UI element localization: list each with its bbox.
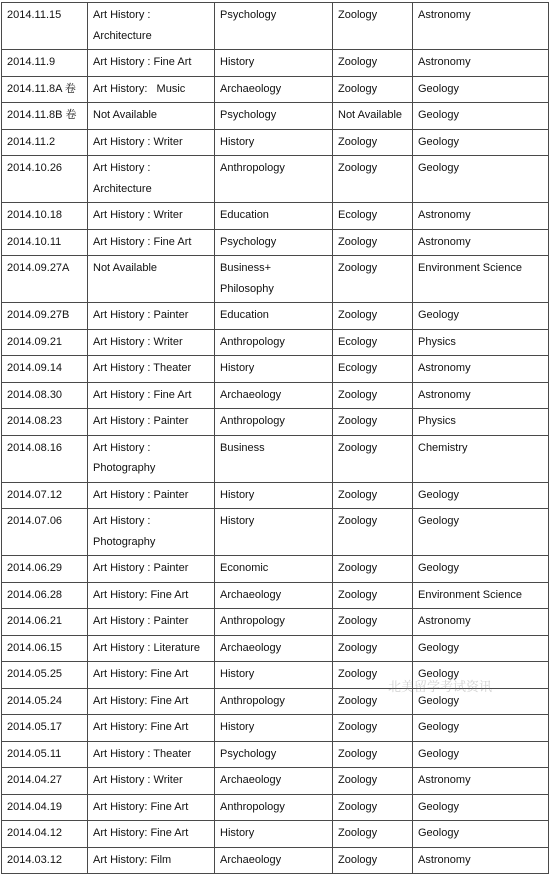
- science-cell: Zoology: [333, 76, 413, 103]
- table-row: [2, 129, 549, 156]
- science-cell: Zoology: [333, 435, 413, 482]
- table-row: [2, 741, 549, 768]
- table-row: [2, 556, 549, 583]
- subject-cell: History: [215, 821, 333, 848]
- table-row: [2, 356, 549, 383]
- science-alt-cell: Geology: [413, 129, 549, 156]
- science-cell: Zoology: [333, 741, 413, 768]
- science-alt-cell: Geology: [413, 103, 549, 130]
- science-alt-cell: Geology: [413, 662, 549, 689]
- date-cell: 2014.05.25: [2, 662, 88, 689]
- date-cell: 2014.09.21: [2, 329, 88, 356]
- watermark: 北美留学考试资讯: [388, 680, 493, 695]
- date-cell: 2014.11.8B 卷: [2, 103, 88, 130]
- science-alt-cell: Physics: [413, 409, 549, 436]
- art-history-cell: Art History: Music: [88, 76, 215, 103]
- date-cell: 2014.09.27B: [2, 303, 88, 330]
- date-cell: 2014.06.15: [2, 635, 88, 662]
- subject-cell: Education: [215, 303, 333, 330]
- science-alt-cell: Geology: [413, 509, 549, 556]
- subject-cell: Anthropology: [215, 688, 333, 715]
- subject-cell: History: [215, 356, 333, 383]
- science-alt-cell: Astronomy: [413, 50, 549, 77]
- date-cell: 2014.04.19: [2, 794, 88, 821]
- table-row: [2, 229, 549, 256]
- subject-cell: Anthropology: [215, 329, 333, 356]
- science-alt-cell: Geology: [413, 303, 549, 330]
- science-cell: Zoology: [333, 847, 413, 874]
- table-row: [2, 509, 549, 556]
- date-cell: 2014.07.06: [2, 509, 88, 556]
- subject-cell: History: [215, 662, 333, 689]
- science-cell: Zoology: [333, 382, 413, 409]
- date-cell: 2014.05.24: [2, 688, 88, 715]
- date-cell: 2014.10.26: [2, 156, 88, 203]
- date-cell: 2014.11.15: [2, 3, 88, 50]
- subject-cell: Archaeology: [215, 582, 333, 609]
- subject-cell: Psychology: [215, 229, 333, 256]
- subject-cell: History: [215, 482, 333, 509]
- table-row: [2, 688, 549, 715]
- subject-cell: Psychology: [215, 3, 333, 50]
- science-alt-cell: Astronomy: [413, 847, 549, 874]
- science-cell: Zoology: [333, 794, 413, 821]
- science-cell: Zoology: [333, 609, 413, 636]
- date-cell: 2014.05.11: [2, 741, 88, 768]
- science-alt-cell: Geology: [413, 556, 549, 583]
- science-cell: Zoology: [333, 715, 413, 742]
- table-row: [2, 847, 549, 874]
- table-row: [2, 329, 549, 356]
- science-alt-cell: Geology: [413, 821, 549, 848]
- date-cell: 2014.08.30: [2, 382, 88, 409]
- science-alt-cell: Geology: [413, 635, 549, 662]
- subject-cell: Economic: [215, 556, 333, 583]
- art-history-cell: Art History : Writer: [88, 329, 215, 356]
- subject-cell: Anthropology: [215, 156, 333, 203]
- science-cell: Zoology: [333, 768, 413, 795]
- table-row: [2, 435, 549, 482]
- art-history-cell: Art History: Fine Art: [88, 715, 215, 742]
- date-cell: 2014.10.11: [2, 229, 88, 256]
- science-cell: Zoology: [333, 821, 413, 848]
- table-row: [2, 303, 549, 330]
- art-history-cell: Art History : Painter: [88, 556, 215, 583]
- subject-cell: History: [215, 129, 333, 156]
- science-cell: Zoology: [333, 3, 413, 50]
- art-history-cell: Art History: Fine Art: [88, 688, 215, 715]
- science-alt-cell: Environment Science: [413, 256, 549, 303]
- table-row: [2, 409, 549, 436]
- art-history-cell: Art History: Fine Art: [88, 821, 215, 848]
- science-cell: Zoology: [333, 409, 413, 436]
- subject-cell: Psychology: [215, 103, 333, 130]
- date-cell: 2014.04.27: [2, 768, 88, 795]
- science-alt-cell: Geology: [413, 741, 549, 768]
- science-cell: Zoology: [333, 482, 413, 509]
- science-alt-cell: Astronomy: [413, 3, 549, 50]
- science-alt-cell: Geology: [413, 156, 549, 203]
- science-cell: Zoology: [333, 50, 413, 77]
- table-row: [2, 582, 549, 609]
- table-row: [2, 50, 549, 77]
- art-history-cell: Art History: Fine Art: [88, 794, 215, 821]
- science-cell: Not Available: [333, 103, 413, 130]
- table-row: [2, 715, 549, 742]
- science-cell: Zoology: [333, 156, 413, 203]
- science-cell: Zoology: [333, 688, 413, 715]
- date-cell: 2014.06.28: [2, 582, 88, 609]
- science-alt-cell: Geology: [413, 794, 549, 821]
- date-cell: 2014.08.23: [2, 409, 88, 436]
- subject-cell: History: [215, 50, 333, 77]
- science-alt-cell: Astronomy: [413, 382, 549, 409]
- science-cell: Zoology: [333, 229, 413, 256]
- date-cell: 2014.09.14: [2, 356, 88, 383]
- science-alt-cell: Astronomy: [413, 768, 549, 795]
- art-history-cell: Art History: Film: [88, 847, 215, 874]
- date-cell: 2014.11.8A 卷: [2, 76, 88, 103]
- table-row: [2, 482, 549, 509]
- date-cell: 2014.10.18: [2, 203, 88, 230]
- science-cell: Zoology: [333, 556, 413, 583]
- date-cell: 2014.08.16: [2, 435, 88, 482]
- subject-cell: History: [215, 715, 333, 742]
- table-row: [2, 768, 549, 795]
- date-cell: 2014.11.2: [2, 129, 88, 156]
- science-cell: Ecology: [333, 203, 413, 230]
- art-history-cell: Art History : Theater: [88, 356, 215, 383]
- science-cell: Zoology: [333, 662, 413, 689]
- subject-cell: Archaeology: [215, 382, 333, 409]
- subject-cell: Archaeology: [215, 768, 333, 795]
- art-history-cell: Art History : Theater: [88, 741, 215, 768]
- date-cell: 2014.06.29: [2, 556, 88, 583]
- science-cell: Zoology: [333, 635, 413, 662]
- science-alt-cell: Geology: [413, 76, 549, 103]
- art-history-cell: Not Available: [88, 256, 215, 303]
- table-row: [2, 3, 549, 50]
- subject-cell: Anthropology: [215, 794, 333, 821]
- date-cell: 2014.07.12: [2, 482, 88, 509]
- date-cell: 2014.05.17: [2, 715, 88, 742]
- art-history-cell: Art History : Architecture: [88, 156, 215, 203]
- table-row: [2, 256, 549, 303]
- science-alt-cell: Astronomy: [413, 229, 549, 256]
- science-alt-cell: Environment Science: [413, 582, 549, 609]
- subject-cell: Business+ Philosophy: [215, 256, 333, 303]
- subject-cell: History: [215, 509, 333, 556]
- art-history-cell: Art History : Painter: [88, 303, 215, 330]
- art-history-cell: Art History : Writer: [88, 129, 215, 156]
- table-row: [2, 103, 549, 130]
- art-history-cell: Art History : Writer: [88, 203, 215, 230]
- date-cell: 2014.04.12: [2, 821, 88, 848]
- date-cell: 2014.09.27A: [2, 256, 88, 303]
- exam-subject-table: [1, 2, 549, 874]
- science-cell: Zoology: [333, 303, 413, 330]
- table-row: [2, 156, 549, 203]
- science-alt-cell: Geology: [413, 482, 549, 509]
- table-body: [2, 3, 549, 874]
- science-alt-cell: Astronomy: [413, 203, 549, 230]
- art-history-cell: Art History : Fine Art: [88, 229, 215, 256]
- subject-cell: Business: [215, 435, 333, 482]
- date-cell: 2014.03.12: [2, 847, 88, 874]
- science-cell: Zoology: [333, 256, 413, 303]
- art-history-cell: Art History : Painter: [88, 609, 215, 636]
- science-cell: Ecology: [333, 356, 413, 383]
- science-cell: Zoology: [333, 582, 413, 609]
- subject-cell: Anthropology: [215, 409, 333, 436]
- science-alt-cell: Geology: [413, 715, 549, 742]
- subject-cell: Archaeology: [215, 635, 333, 662]
- art-history-cell: Art History : Fine Art: [88, 50, 215, 77]
- table-row: [2, 382, 549, 409]
- art-history-cell: Not Available: [88, 103, 215, 130]
- subject-cell: Archaeology: [215, 847, 333, 874]
- table-row: [2, 662, 549, 689]
- science-cell: Zoology: [333, 129, 413, 156]
- art-history-cell: Art History : Painter: [88, 482, 215, 509]
- science-alt-cell: Astronomy: [413, 609, 549, 636]
- art-history-cell: Art History : Painter: [88, 409, 215, 436]
- subject-cell: Psychology: [215, 741, 333, 768]
- art-history-cell: Art History : Photography: [88, 435, 215, 482]
- art-history-cell: Art History : Photography: [88, 509, 215, 556]
- art-history-cell: Art History: Fine Art: [88, 662, 215, 689]
- table-row: [2, 635, 549, 662]
- art-history-cell: Art History : Writer: [88, 768, 215, 795]
- table-row: [2, 76, 549, 103]
- subject-cell: Archaeology: [215, 76, 333, 103]
- date-cell: 2014.11.9: [2, 50, 88, 77]
- science-cell: Zoology: [333, 509, 413, 556]
- art-history-cell: Art History : Literature: [88, 635, 215, 662]
- art-history-cell: Art History: Fine Art: [88, 582, 215, 609]
- art-history-cell: Art History : Architecture: [88, 3, 215, 50]
- science-alt-cell: Physics: [413, 329, 549, 356]
- date-cell: 2014.06.21: [2, 609, 88, 636]
- subject-cell: Anthropology: [215, 609, 333, 636]
- table-row: [2, 794, 549, 821]
- science-cell: Ecology: [333, 329, 413, 356]
- table-row: [2, 609, 549, 636]
- table-row: [2, 821, 549, 848]
- art-history-cell: Art History : Fine Art: [88, 382, 215, 409]
- subject-cell: Education: [215, 203, 333, 230]
- science-alt-cell: Astronomy: [413, 356, 549, 383]
- table-row: [2, 203, 549, 230]
- science-alt-cell: Geology: [413, 688, 549, 715]
- science-alt-cell: Chemistry: [413, 435, 549, 482]
